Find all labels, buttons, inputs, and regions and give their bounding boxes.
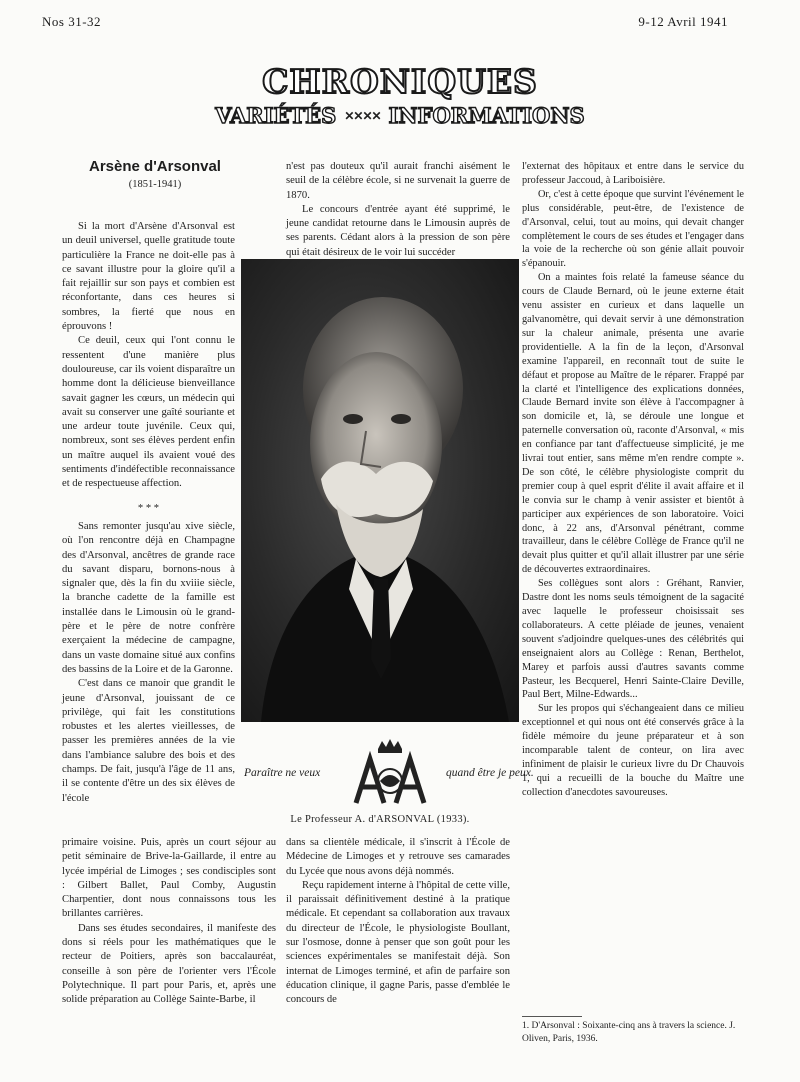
motto-left: Paraître ne veux (244, 767, 321, 779)
paragraph: On a maintes fois relaté la fameuse séance du cours de Claude Bernard, où le jeune externe était venu assister en curieux et dans laquelle un galvanomètre, qui devait servir à une démonstration sur la chaleur animale, présenta une avarie providentielle. A la fin de la leçon, d'Arsonval examine l'appareil, en reconnaît tout de suite le défaut et propose au Maître de le réparer. Frappé par la clarté et l'intelligence des explications données, Claude Bernard invite son élève à l'accompagner à son domicile et, là, se déroule une longue et paternelle conversation où, raconte d'Arsonval, « mis en confiance par tant d'affectueuse simplicité, je me livrai tout entier, sans même m'en rendre compte ». De son côté, le célèbre physiologiste comprit du premier coup à quel esprit d'élite il avait affaire et il le convia sur le champ à venir assister et bientôt à participer aux expériences de son laboratoire. Voici donc, à 22 ans, d'Arsonval pénétrant, comme travailleur, dans le célèbre Collège de France qu'il ne devait plus quitter et qu'il allait illustrer par une série de découvertes extraordinaires. (522, 272, 744, 576)
column-3 (522, 160, 744, 800)
motto-right: quand être je peux. (446, 767, 534, 779)
article-title: Arsène d'Arsonval (89, 158, 221, 175)
paragraph: Dans ses études secondaires, il manifeste des dons si réels pour les mathématiques que le recteur de Poitiers, après son baccalauréat, conseille à son père de l'orienter vers l'École Polytechnique. Il part pour Paris, et, après une solide préparation au Collège Sainte-Barbe, il (62, 922, 276, 1006)
paragraph: Or, c'est à cette époque que survint l'événement le plus considérable, peut-être, de l'existence de d'Arsonval, celui, tout au moins, qui devait changer complètement le cours de ses études et l'engager dans la voie de la recherche où son génie allait pouvoir s'épanouir. (522, 188, 744, 270)
paragraph: primaire voisine. Puis, après un court séjour au petit séminaire de Brive-la-Gaillarde, il entre au lycée impérial de Limoges ; ses condisciples sont : Gilbert Ballet, Paul Comby, Augustin Charpentier, dont nous connaissons tous les brillantes carrières. (62, 837, 276, 920)
section-title: CHRONIQUES (262, 62, 538, 101)
paragraph: Sur les propos qui s'échangeaient dans ce milieu exceptionnel et qui nous ont été conservés grâce à la fidèle mémoire du jeune préparateur et à son incomparable talent de conteur, on lira avec infiniment de plaisir le curieux livre du Dr Chauvois 1, qui a recueilli de la bouche du Maître une collection d'anecdotes savoureuses. (522, 703, 744, 798)
column-2-bottom (286, 836, 510, 1008)
monogram-crest (350, 735, 430, 807)
paragraph: dans sa clientèle médicale, il s'inscrit à l'École de Médecine de Limoges et y retrouve ses camarades du Lycée que nous avons déjà nommés. (286, 837, 510, 877)
paragraph: C'est dans ce manoir que grandit le jeune d'Arsonval, jouissant de ce privilège, qui fait les constitutions robustes et les alertes vieillesses, de passer les premières années de la vie dans l'ambiance salubre des bois et des champs. De fait, jusqu'à l'âge de 11 ans, il se contente d'être un des six élèves de l'école (62, 678, 235, 804)
portrait-icon (241, 259, 519, 722)
paragraph: l'externat des hôpitaux et entre dans le service du professeur Jaccoud, à Lariboisière. (522, 161, 744, 186)
paragraph: Reçu rapidement interne à l'hôpital de cette ville, il paraissait définitivement destiné à la pratique médicale. Et cependant sa collaboration aux travaux du directeur de l'École, le physiologiste Boullant, sur l'osmose, donne à penser que son goût pour les sciences expérimentales se manifestait déjà. Son internat de Limoges terminé, et afin de parfaire son éducation clinique, il gagne Paris, passe d'emblée le concours de (286, 879, 510, 1006)
footnote-rule (522, 1016, 582, 1017)
ornament-icon: ✕✕✕✕ (344, 108, 381, 123)
subtitle-right: INFORMATIONS (388, 103, 585, 128)
column-2-top (286, 160, 510, 260)
issue-date: 9-12 Avril 1941 (638, 14, 728, 29)
subtitle-left: VARIÉTÉS (215, 103, 337, 128)
section-stars: * * * (137, 502, 160, 514)
paragraph: n'est pas douteux qu'il aurait franchi aisément le seuil de la célèbre école, si ne survenait la guerre de 1870. (286, 161, 510, 201)
photo-credit: Le Professeur A. d'ARSONVAL (1933). (290, 814, 470, 825)
column-1 (62, 220, 235, 806)
issue-number: Nos 31-32 (42, 14, 102, 29)
paragraph: Si la mort d'Arsène d'Arsonval est un deuil universel, quelle gratitude toute particulière la France ne doit-elle pas à ce savant illustre pour la gloire qu'il a fait rejaillir sur son pays et combien est réconfortante, dans ces heures si sombres, la fierté que nous en éprouvons ! (62, 221, 235, 333)
section-subtitle (0, 103, 800, 128)
column-1-bottom (62, 836, 276, 1008)
paragraph: Ce deuil, ceux qui l'ont connu le ressentent d'une manière plus douloureuse, car ils voient disparaître un homme dont la délicieuse bienveillance savait gagner les cœurs, un médecin qui avait su conserver une gaîté souriante et une ardeur toute juvénile. Ceux qui, nombreux, sont ses élèves perdent enfin un maître auquel ils avaient voué des sentiments d'indéfectible reconnaissance et de respectueuse affection. (62, 335, 235, 490)
footnote: 1. D'Arsonval : Soixante-cinq ans à travers la science. J. Oliven, Paris, 1936. (522, 1021, 736, 1044)
portrait-photo (241, 259, 519, 722)
paragraph: Le concours d'entrée ayant été supprimé, le jeune candidat retourne dans le Limousin auprès de ses parents. Cédant alors à la pression de son père qui était désireux de le voir lui succéder (286, 203, 510, 258)
paragraph: Sans remonter jusqu'au xive siècle, où l'on rencontre déjà en Champagne des d'Arsonval, ancêtres de grande race du savant disparu, bornons-nous à signaler que, dès la fin du xviiie siècle, la branche cadette de la famille est installée dans le Limousin où le grand-père et le père de notre confrère exerçaient la médecine de campagne, dans un vaste domaine situé aux confins des bassins de la Loire et de la Garonne. (62, 520, 235, 675)
crest-icon (350, 735, 430, 807)
article-dates: (1851-1941) (128, 179, 182, 190)
paragraph: Ses collègues sont alors : Gréhant, Ranvier, Dastre dont les noms seuls témoignent de la sagacité avec laquelle le professeur choisissait ses collaborateurs. A cette pléiade de jeunes, venaient souvent s'adjoindre quelques-unes des célébrités qui enseignaient alors au Collège : Renan, Berthelot, Marey et parfois aussi d'autres savants comme Pasteur, les Becquerel, Henri Sainte-Claire Deville, Paul Bert, Milne-Edwards... (522, 578, 744, 701)
